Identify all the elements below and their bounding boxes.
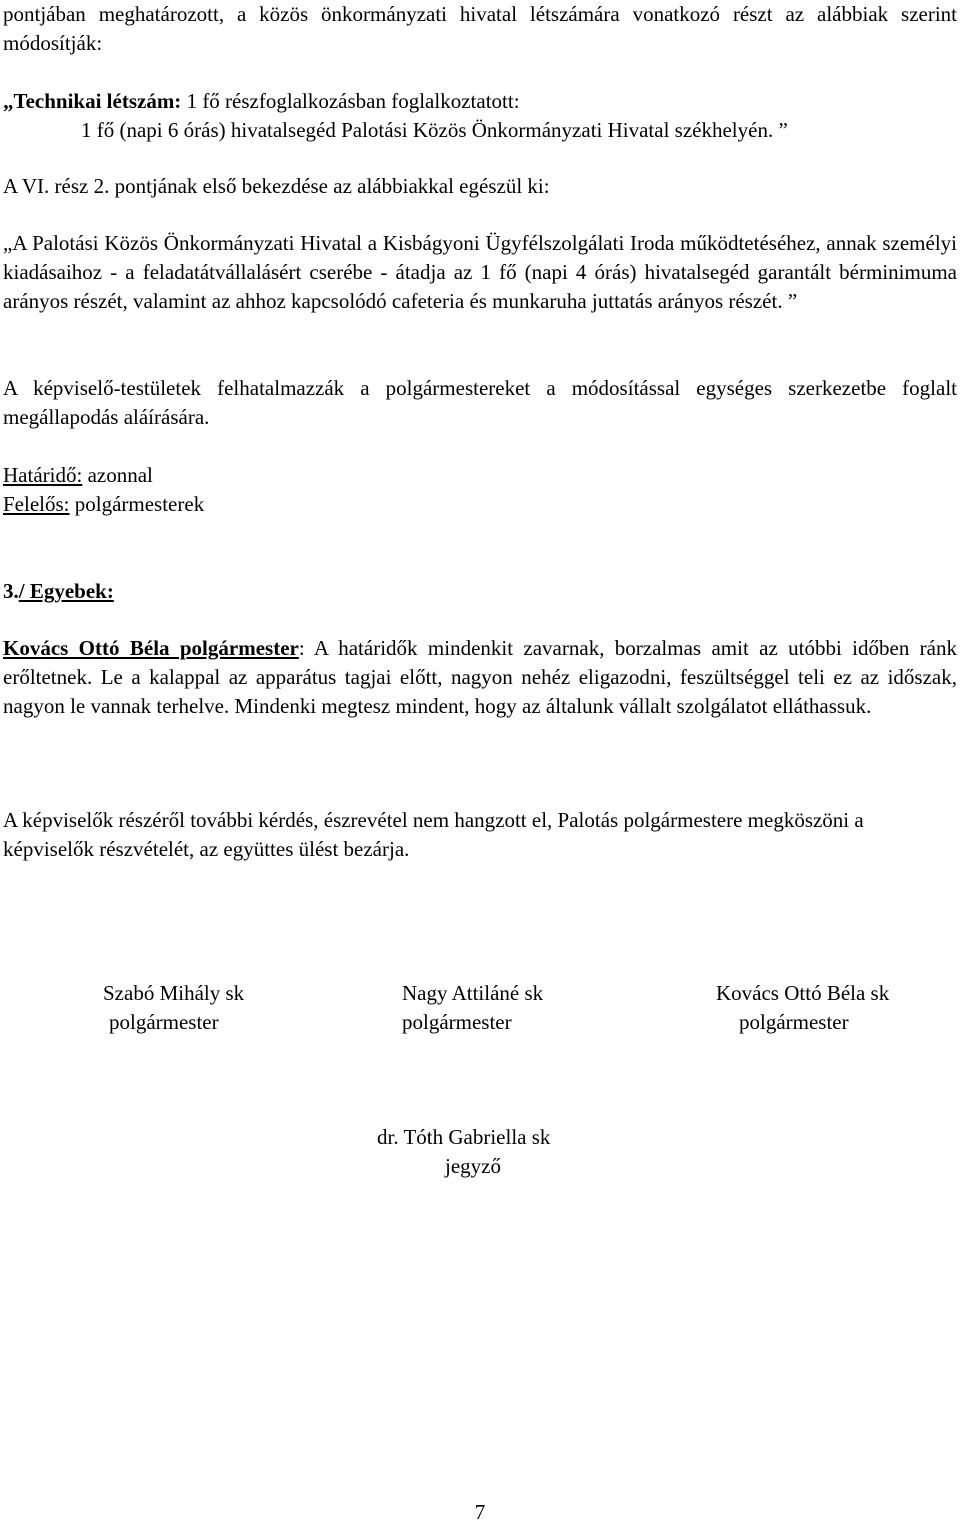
- signature-2: Nagy Attiláné sk polgármester: [402, 981, 544, 1034]
- notary-signature: dr. Tóth Gabriella sk jegyző: [377, 1125, 551, 1178]
- deadline-label: Határidő:: [3, 463, 83, 487]
- deadline-line: Határidő: azonnal: [3, 463, 153, 487]
- quote-line-2: 1 fő (napi 6 órás) hivatalsegéd Palotási Közös Önkormányzati Hivatal székhelyén. ”: [81, 118, 788, 142]
- section-reference: A VI. rész 2. pontjának első bekezdése az alábbiakkal egészül ki:: [3, 174, 550, 198]
- section-number: 3.: [3, 579, 19, 603]
- authorization-paragraph: A képviselő-testületek felhatalmazzák a polgármestereket a módosítással egységes szerkezetbe foglalt megállapodás aláírására.: [3, 376, 957, 429]
- technical-staff-label: „Technikai létszám:: [3, 89, 182, 113]
- deadline-block: [3, 461, 957, 519]
- quote-line-1: „Technikai létszám: 1 fő részfoglalkozásban foglalkoztatott:: [3, 89, 520, 113]
- responsible-label: Felelős:: [3, 492, 70, 516]
- intro-paragraph: pontjában meghatározott, a közös önkormányzati hivatal létszámára vonatkozó részt az alábbiak szerint módosítják:: [3, 2, 957, 55]
- signature-1: Szabó Mihály sk polgármester: [103, 981, 245, 1034]
- signature-3: Kovács Ottó Béla sk polgármester: [716, 981, 890, 1034]
- amendment-text: „A Palotási Közös Önkormányzati Hivatal a Kisbágyoni Ügyfélszolgálati Iroda működtetéséhez, annak személyi kiadásaihoz - a feladatátvállalásért cserébe - átadja az 1 fő (napi 4 órás) hivatalsegéd garantált bérminimuma arányos részét, valamint az ahhoz kapcsolódó cafeteria és munkaruha juttatás arányos részét. ”: [3, 231, 957, 313]
- section-heading: [3, 577, 957, 606]
- section-title: / Egyebek:: [18, 579, 114, 603]
- responsible-line: Felelős: polgármesterek: [3, 492, 205, 516]
- speech-text: : A határidők mindenkit zavarnak, borzalmas amit az utóbbi időben ránk erőltetnek. Le a kalappal az apparátus tagjai előtt, nagyon nehéz eligazodni, feszültséggel teli ez az időszak, nagyon le vannak terhelve. Mindenki megtesz mindent, hogy az általunk vállalt szolgálatot elláthassuk.: [3, 636, 957, 718]
- speech-paragraph: [3, 634, 957, 721]
- speaker-name: Kovács Ottó Béla polgármester: [3, 636, 299, 660]
- closing-paragraph: A képviselők részéről további kérdés, észrevétel nem hangzott el, Palotás polgármestere megköszöni a képviselők részvételét, az együttes ülést bezárja.: [3, 808, 864, 861]
- page-number: 7: [474, 1500, 486, 1524]
- quoted-amendment: [3, 87, 957, 145]
